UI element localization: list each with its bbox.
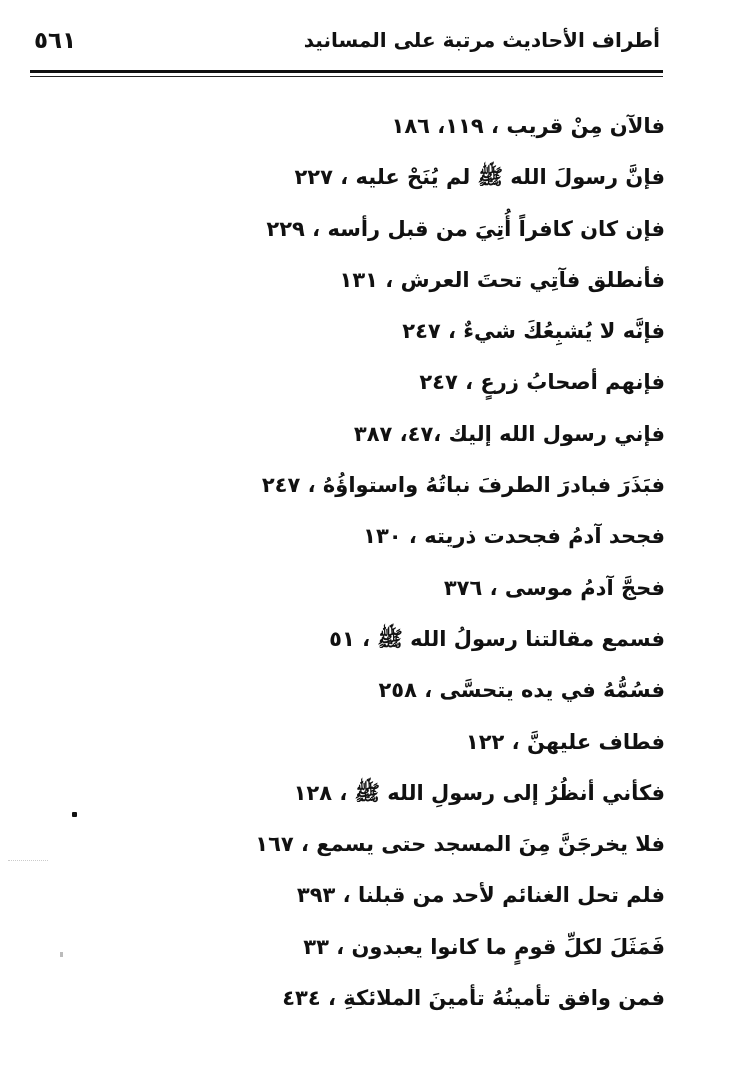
index-entry: فلا يخرجَنَّ مِنَ المسجد حتى يسمع ، ١٦٧ (255, 832, 665, 857)
index-entry: فسُمُّهُ في يده يتحسَّى ، ٢٥٨ (378, 678, 665, 703)
scan-speck (60, 952, 63, 957)
index-entry: فإنهم أصحابُ زرعٍ ، ٢٤٧ (419, 370, 665, 395)
index-entry: فالآن مِنْ قريب ، ١١٩، ١٨٦ (391, 114, 665, 138)
index-entry: فجحد آدمُ فجحدت ذريته ، ١٣٠ (363, 524, 665, 549)
index-entry: فإني رسول الله إليك ،٤٧، ٣٨٧ (353, 421, 665, 446)
header-rule-thin (30, 76, 663, 77)
index-entry: فإنَّه لا يُشبِعُكَ شيءٌ ، ٢٤٧ (402, 319, 665, 344)
index-entry: فإنَّ رسولَ الله ﷺ لم يُنَحْ عليه ، ٢٢٧ (294, 165, 665, 190)
index-entry: فأنطلق فآتِي تحتَ العرش ، ١٣١ (339, 267, 665, 292)
index-entry: فإن كان كافراً أُتِيَ من قبل رأسه ، ٢٢٩ (266, 216, 665, 241)
index-entry: فمن وافق تأمينُهُ تأمينَ الملائكةِ ، ٤٣٤ (282, 986, 665, 1011)
scan-speck (8, 860, 48, 862)
index-entry: فطاف عليهنَّ ، ١٢٢ (465, 729, 665, 754)
running-title: أطراف الأحاديث مرتبة على المسانيد (303, 28, 660, 52)
index-entry: فحجَّ آدمُ موسى ، ٣٧٦ (443, 575, 665, 600)
index-entry: فلم تحل الغنائم لأحد من قبلنا ، ٣٩٣ (296, 883, 665, 908)
scan-speck (72, 812, 77, 817)
header-rule-thick (30, 70, 663, 73)
index-entry: فسمع مقالتنا رسولُ الله ﷺ ، ٥١ (329, 626, 665, 651)
index-entry: فَمَثَلَ لكلِّ قومٍ ما كانوا يعبدون ، ٣٣ (303, 934, 665, 959)
index-entry: فبَذَرَ فبادرَ الطرفَ نباتُهُ واستواؤُهُ ، ٢٤٧ (261, 473, 665, 498)
page-header (30, 26, 666, 56)
index-entry: فكأني أنظُرُ إلى رسولِ الله ﷺ ، ١٢٨ (293, 780, 665, 805)
hadith-index-list (105, 106, 665, 1029)
page-number: ٥٦١ (34, 28, 77, 54)
